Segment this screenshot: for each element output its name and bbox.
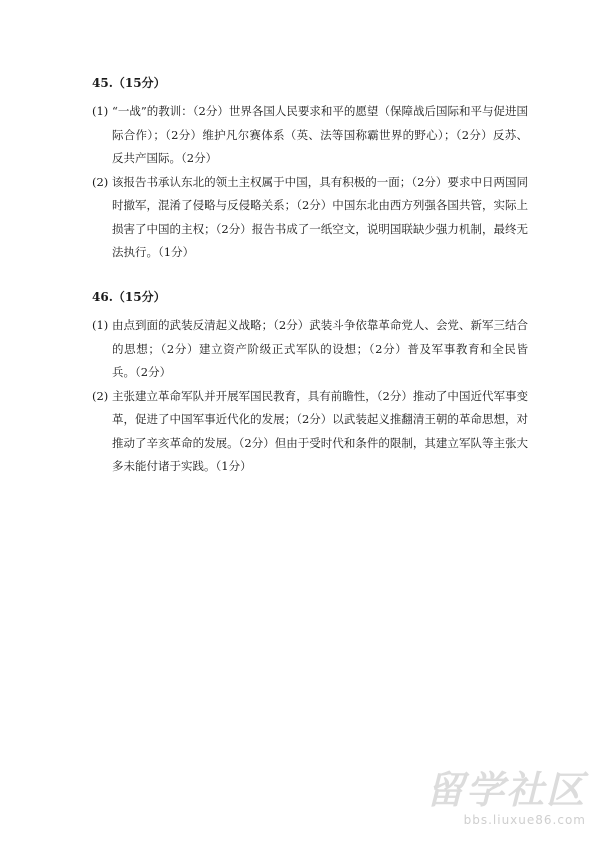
item-text: “一战”的教训：（2分）世界各国人民要求和平的愿望（保障战后国际和平与促进国际合作）；（2分）维护凡尔赛体系（英、法等国称霸世界的野心）；（2分）反苏、反共产国际。（2分）	[112, 104, 528, 165]
item-number: (2)	[92, 174, 109, 189]
question-46-title: 46.（15分）	[92, 290, 166, 304]
watermark-logo-text: 留学社区	[426, 768, 587, 812]
item-number: (1)	[92, 104, 109, 118]
item-text: 由点到面的武装反清起义战略；（2分）武装斗争依靠革命党人、会党、新军三结合的思想；（2分）建立资产阶级正式军队的设想；（2分）普及军事教育和全民皆兵。（2分）	[112, 318, 528, 379]
watermark-url: bbs.liuxue86.com	[463, 813, 586, 827]
site-watermark	[426, 768, 586, 838]
item-number: (2)	[92, 388, 109, 403]
question-45-item-1	[92, 100, 528, 171]
question-46-item-1	[92, 314, 528, 385]
question-46	[92, 288, 528, 479]
question-45	[92, 74, 528, 265]
question-45-item-2	[92, 171, 528, 265]
item-text: 该报告书承认东北的领土主权属于中国，具有积极的一面；（2分）要求中日两国同时撤军，混淆了侵略与反侵略关系；（2分）中国东北由西方列强各国共管，实际上损害了中国的主权；（2分）报告书成了一纸空文，说明国联缺少强力机制，最终无法执行。（1分）	[112, 174, 528, 259]
item-number: (1)	[92, 318, 109, 332]
question-45-title: 45.（15分）	[92, 76, 166, 90]
item-text: 主张建立革命军队并开展军国民教育，具有前瞻性，（2分）推动了中国近代军事变革，促进了中国军事近代化的发展；（2分）以武装起义推翻清王朝的革命思想，对推动了辛亥革命的发展。（2分）但由于受时代和条件的限制，其建立军队等主张大多未能付诸于实践。（1分）	[112, 388, 528, 473]
question-46-item-2	[92, 385, 528, 479]
